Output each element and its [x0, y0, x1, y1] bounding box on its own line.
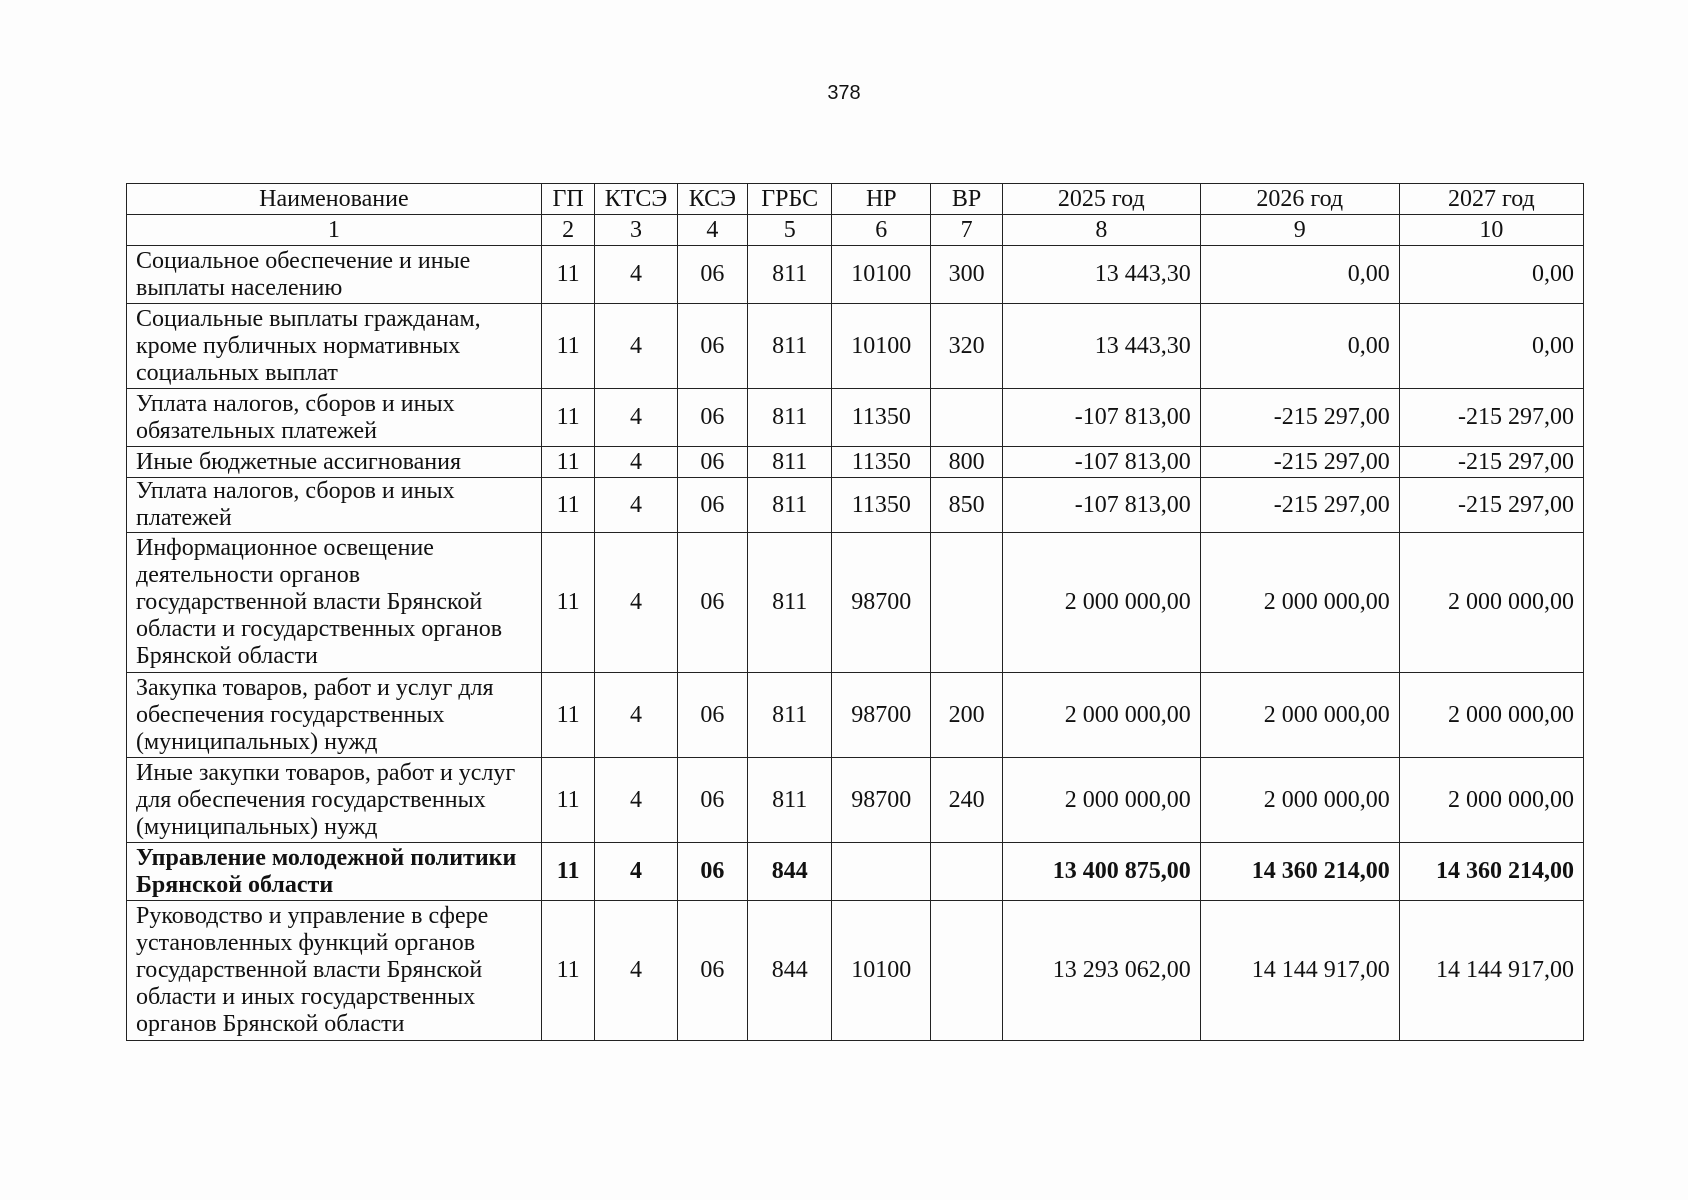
row-name: Иные бюджетные ассигнования: [127, 447, 542, 478]
header-2027: 2027 год: [1399, 184, 1583, 215]
row-vr: [931, 533, 1003, 673]
row-2026: -215 297,00: [1200, 478, 1399, 533]
col-number: 7: [931, 215, 1003, 246]
col-number: 8: [1002, 215, 1200, 246]
row-gp: 11: [541, 758, 595, 843]
row-nr: 98700: [832, 673, 931, 758]
row-gp: 11: [541, 673, 595, 758]
row-nr: 10100: [832, 246, 931, 304]
row-ktse: 4: [595, 246, 677, 304]
col-number: 3: [595, 215, 677, 246]
row-vr: [931, 389, 1003, 447]
row-gp: 11: [541, 478, 595, 533]
row-2025: 13 443,30: [1002, 246, 1200, 304]
row-2025: 2 000 000,00: [1002, 533, 1200, 673]
row-grbs: 811: [748, 246, 832, 304]
row-2027: 14 360 214,00: [1399, 843, 1583, 901]
row-name: Социальное обеспечение и иные выплаты населению: [127, 246, 542, 304]
header-2025: 2025 год: [1002, 184, 1200, 215]
budget-table: [126, 183, 1584, 1041]
row-nr: 11350: [832, 447, 931, 478]
row-2027: 14 144 917,00: [1399, 901, 1583, 1041]
row-vr: 240: [931, 758, 1003, 843]
row-2026: 2 000 000,00: [1200, 673, 1399, 758]
col-number: 5: [748, 215, 832, 246]
row-nr: 11350: [832, 478, 931, 533]
row-grbs: 844: [748, 901, 832, 1041]
row-nr: 98700: [832, 533, 931, 673]
row-nr: 10100: [832, 901, 931, 1041]
table-row: [127, 758, 1584, 843]
row-gp: 11: [541, 533, 595, 673]
row-ktse: 4: [595, 673, 677, 758]
row-2027: 2 000 000,00: [1399, 758, 1583, 843]
row-2026: 2 000 000,00: [1200, 533, 1399, 673]
row-name: Управление молодежной политики Брянской области: [127, 843, 542, 901]
row-ktse: 4: [595, 533, 677, 673]
row-gp: 11: [541, 901, 595, 1041]
row-kse: 06: [677, 758, 748, 843]
row-kse: 06: [677, 901, 748, 1041]
col-number: 6: [832, 215, 931, 246]
header-2026: 2026 год: [1200, 184, 1399, 215]
row-grbs: 811: [748, 533, 832, 673]
table-row: [127, 389, 1584, 447]
row-kse: 06: [677, 447, 748, 478]
row-2027: -215 297,00: [1399, 478, 1583, 533]
row-ktse: 4: [595, 447, 677, 478]
row-name: Информационное освещение деятельности органов государственной власти Брянской области и государственных органов Брянской области: [127, 533, 542, 673]
table-row: [127, 533, 1584, 673]
row-2025: 2 000 000,00: [1002, 758, 1200, 843]
row-ktse: 4: [595, 843, 677, 901]
row-name: Руководство и управление в сфере установленных функций органов государственной власти Брянской области и иных государственных органов Брянской области: [127, 901, 542, 1041]
row-2025: -107 813,00: [1002, 447, 1200, 478]
row-2027: -215 297,00: [1399, 389, 1583, 447]
table-row: [127, 478, 1584, 533]
row-gp: 11: [541, 304, 595, 389]
table-row: [127, 246, 1584, 304]
row-grbs: 844: [748, 843, 832, 901]
row-kse: 06: [677, 533, 748, 673]
row-nr: 11350: [832, 389, 931, 447]
row-kse: 06: [677, 246, 748, 304]
row-grbs: 811: [748, 673, 832, 758]
header-vr: ВР: [931, 184, 1003, 215]
page-number: 378: [827, 82, 861, 104]
row-grbs: 811: [748, 758, 832, 843]
row-nr: [832, 843, 931, 901]
row-vr: 800: [931, 447, 1003, 478]
row-nr: 98700: [832, 758, 931, 843]
row-kse: 06: [677, 673, 748, 758]
row-vr: [931, 901, 1003, 1041]
row-2026: 0,00: [1200, 304, 1399, 389]
row-vr: 300: [931, 246, 1003, 304]
row-grbs: 811: [748, 304, 832, 389]
row-name: Уплата налогов, сборов и иных обязательных платежей: [127, 389, 542, 447]
table-row: [127, 673, 1584, 758]
row-2025: 13 400 875,00: [1002, 843, 1200, 901]
row-grbs: 811: [748, 478, 832, 533]
row-2026: 14 360 214,00: [1200, 843, 1399, 901]
table-row-total: [127, 843, 1584, 901]
row-vr: 200: [931, 673, 1003, 758]
row-kse: 06: [677, 304, 748, 389]
row-gp: 11: [541, 843, 595, 901]
header-name: Наименование: [127, 184, 542, 215]
row-2027: 2 000 000,00: [1399, 673, 1583, 758]
header-gp: ГП: [541, 184, 595, 215]
row-grbs: 811: [748, 389, 832, 447]
row-2027: -215 297,00: [1399, 447, 1583, 478]
table-row: [127, 901, 1584, 1041]
row-ktse: 4: [595, 304, 677, 389]
row-vr: 850: [931, 478, 1003, 533]
row-kse: 06: [677, 843, 748, 901]
row-ktse: 4: [595, 389, 677, 447]
row-nr: 10100: [832, 304, 931, 389]
row-kse: 06: [677, 389, 748, 447]
row-name: Социальные выплаты гражданам, кроме публичных нормативных социальных выплат: [127, 304, 542, 389]
header-nr: НР: [832, 184, 931, 215]
row-gp: 11: [541, 447, 595, 478]
row-2026: -215 297,00: [1200, 447, 1399, 478]
row-2026: 0,00: [1200, 246, 1399, 304]
header-grbs: ГРБС: [748, 184, 832, 215]
row-2026: 2 000 000,00: [1200, 758, 1399, 843]
row-name: Закупка товаров, работ и услуг для обеспечения государственных (муниципальных) нужд: [127, 673, 542, 758]
col-number: 10: [1399, 215, 1583, 246]
row-2025: -107 813,00: [1002, 389, 1200, 447]
col-number: 4: [677, 215, 748, 246]
row-2025: 2 000 000,00: [1002, 673, 1200, 758]
header-row: [127, 184, 1584, 215]
row-name: Уплата налогов, сборов и иных платежей: [127, 478, 542, 533]
header-kse: КСЭ: [677, 184, 748, 215]
row-2027: 0,00: [1399, 246, 1583, 304]
row-2025: 13 293 062,00: [1002, 901, 1200, 1041]
row-2027: 0,00: [1399, 304, 1583, 389]
row-2025: 13 443,30: [1002, 304, 1200, 389]
row-kse: 06: [677, 478, 748, 533]
row-gp: 11: [541, 246, 595, 304]
row-vr: [931, 843, 1003, 901]
table-row: [127, 447, 1584, 478]
col-number: 9: [1200, 215, 1399, 246]
row-2025: -107 813,00: [1002, 478, 1200, 533]
row-2026: -215 297,00: [1200, 389, 1399, 447]
col-number: 1: [127, 215, 542, 246]
row-gp: 11: [541, 389, 595, 447]
header-ktse: КТСЭ: [595, 184, 677, 215]
table-row: [127, 304, 1584, 389]
row-ktse: 4: [595, 758, 677, 843]
column-number-row: [127, 215, 1584, 246]
row-name: Иные закупки товаров, работ и услуг для обеспечения государственных (муниципальных) нужд: [127, 758, 542, 843]
row-vr: 320: [931, 304, 1003, 389]
row-ktse: 4: [595, 901, 677, 1041]
row-2026: 14 144 917,00: [1200, 901, 1399, 1041]
row-ktse: 4: [595, 478, 677, 533]
row-2027: 2 000 000,00: [1399, 533, 1583, 673]
row-grbs: 811: [748, 447, 832, 478]
col-number: 2: [541, 215, 595, 246]
